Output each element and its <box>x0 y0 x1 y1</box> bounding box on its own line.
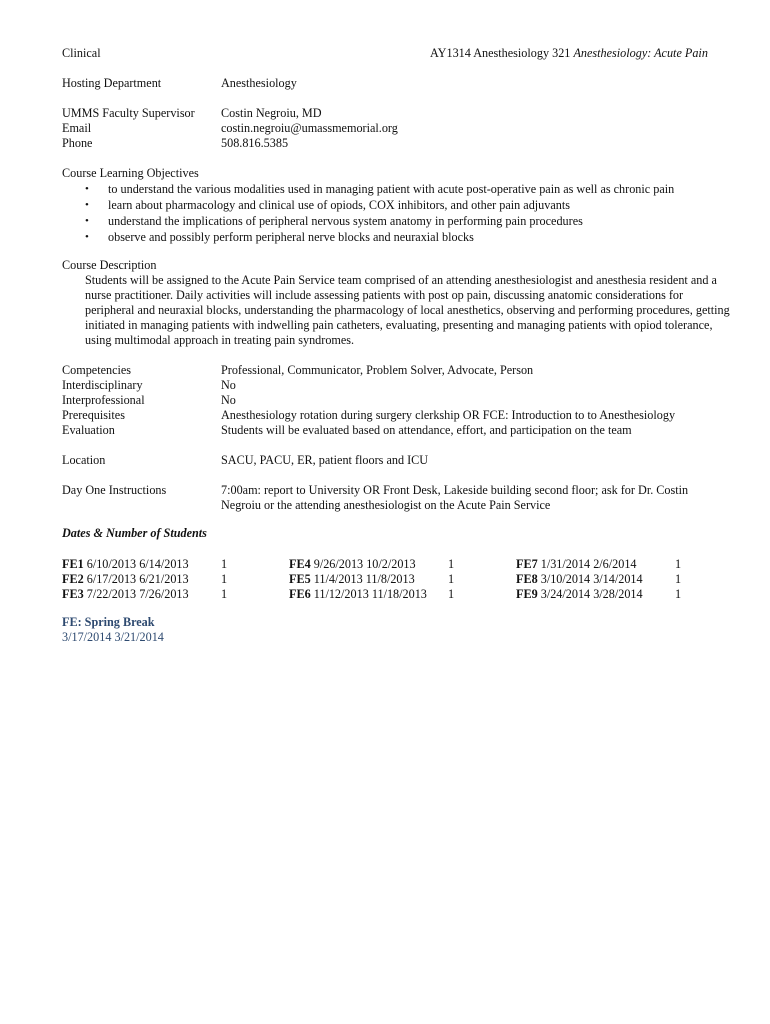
prerequisites-label: Prerequisites <box>62 408 125 422</box>
fe-student-count: 1 <box>221 587 228 601</box>
hosting-department-value: Anesthesiology <box>221 76 297 90</box>
spring-break-dates: 3/17/2014 3/21/2014 <box>62 630 164 644</box>
evaluation-value: Students will be evaluated based on attendance, effort, and participation on the team <box>221 423 632 437</box>
fe-student-count: 1 <box>448 557 455 571</box>
day-one-line-2: Negroiu or the attending anesthesiologist on the Acute Pain Service <box>221 498 551 512</box>
day-one-label: Day One Instructions <box>62 483 167 497</box>
spring-break-title: FE: Spring Break <box>62 615 155 629</box>
course-code: AY1314 Anesthesiology 321 <box>430 46 571 60</box>
fe-date: FE1 6/10/2013 6/14/2013 <box>62 557 189 571</box>
fe-student-count: 1 <box>221 572 228 586</box>
objective-item: • to understand the various modalities used in managing patient with acute post-operative pain as well as chronic pain <box>85 182 675 196</box>
email-label: Email <box>62 121 92 135</box>
fe-student-count: 1 <box>675 572 682 586</box>
email-value: costin.negroiu@umassmemorial.org <box>221 121 398 135</box>
interdisciplinary-value: No <box>221 378 236 392</box>
objectives-list <box>62 181 674 245</box>
prerequisites-value: Anesthesiology rotation during surgery clerkship OR FCE: Introduction to to Anesthesiology <box>221 408 676 422</box>
competencies-value: Professional, Communicator, Problem Solver, Advocate, Person <box>221 363 534 377</box>
phone-label: Phone <box>62 136 93 150</box>
bullet-icon: • <box>85 199 89 211</box>
fe-date: FE8 3/10/2014 3/14/2014 <box>516 572 643 586</box>
fe-student-count: 1 <box>675 587 682 601</box>
supervisor-label: UMMS Faculty Supervisor <box>62 106 195 120</box>
description-heading: Course Description <box>62 258 157 272</box>
day-one-line-1: 7:00am: report to University OR Front Desk, Lakeside building second floor; ask for Dr. Costin <box>221 483 689 497</box>
header-course <box>430 46 708 61</box>
supervisor-name: Costin Negroiu, MD <box>221 106 322 120</box>
fe-date: FE6 11/12/2013 11/18/2013 <box>289 587 427 601</box>
bullet-icon: • <box>85 231 89 243</box>
location-value: SACU, PACU, ER, patient floors and ICU <box>221 453 429 467</box>
objectives-heading: Course Learning Objectives <box>62 166 199 180</box>
interprofessional-value: No <box>221 393 236 407</box>
fe-date: FE7 1/31/2014 2/6/2014 <box>516 557 637 571</box>
description-text: Students will be assigned to the Acute Pain Service team comprised of an attending anesthesiologist and anesthesia resident and a nurse practitioner. Daily activities will include assessing patients with post op pain, discussing anatomic considerations for peripheral and neuraxial blocks, understanding the pharmacology of local anesthetics, observing and performing procedures, getting initiated in managing patients with indwelling pain catheters, evaluating, presenting and managing patients with opiod tolerance, using multimodal approach in treating pain syndromes. <box>85 273 730 347</box>
dates-heading: Dates & Number of Students <box>62 526 207 540</box>
fe-date: FE4 9/26/2013 10/2/2013 <box>289 557 416 571</box>
fe-date: FE9 3/24/2014 3/28/2014 <box>516 587 643 601</box>
phone-value: 508.816.5385 <box>221 136 289 150</box>
hosting-department-label: Hosting Department <box>62 76 162 90</box>
fe-student-count: 1 <box>448 572 455 586</box>
fe-student-count: 1 <box>675 557 682 571</box>
location-label: Location <box>62 453 106 467</box>
objective-item: • understand the implications of peripheral nervous system anatomy in performing pain procedures <box>85 214 583 228</box>
header-category: Clinical <box>62 46 101 60</box>
fe-student-count: 1 <box>448 587 455 601</box>
fe-date: FE5 11/4/2013 11/8/2013 <box>289 572 415 586</box>
fe-date: FE2 6/17/2013 6/21/2013 <box>62 572 189 586</box>
evaluation-label: Evaluation <box>62 423 115 437</box>
objective-item: • observe and possibly perform peripheral nerve blocks and neuraxial blocks <box>85 230 474 244</box>
course-title: Anesthesiology: Acute Pain <box>573 46 708 60</box>
bullet-icon: • <box>85 183 89 195</box>
bullet-icon: • <box>85 215 89 227</box>
fe-student-count: 1 <box>221 557 228 571</box>
interprofessional-label: Interprofessional <box>62 393 145 407</box>
objective-item: • learn about pharmacology and clinical use of opiods, COX inhibitors, and other pain adjuvants <box>85 198 571 212</box>
competencies-label: Competencies <box>62 363 132 377</box>
fe-date: FE3 7/22/2013 7/26/2013 <box>62 587 189 601</box>
interdisciplinary-label: Interdisciplinary <box>62 378 143 392</box>
